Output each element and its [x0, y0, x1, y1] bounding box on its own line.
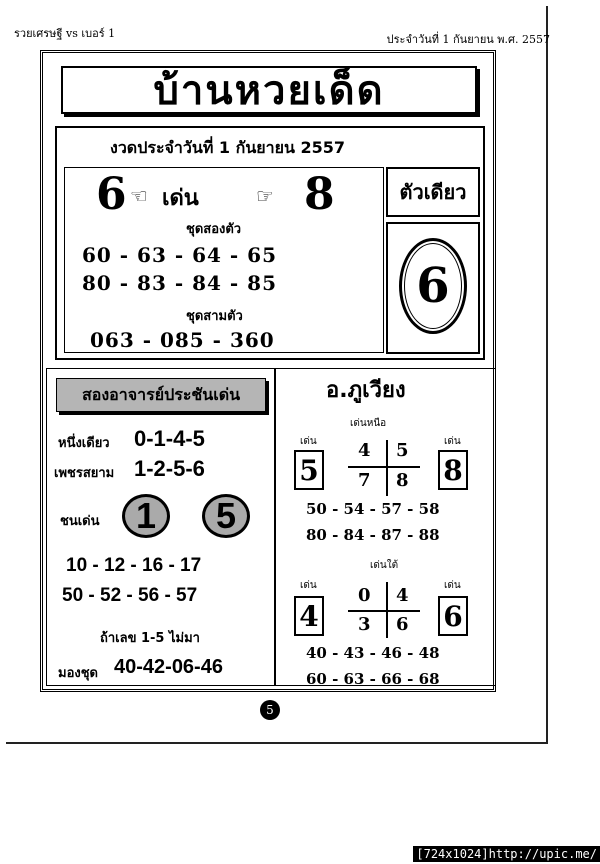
header-left: รวยเศรษฐี vs เบอร์ 1 [14, 27, 116, 40]
lead-word: เด่น [162, 186, 199, 211]
bottom-nums-row-1: 40 - 43 - 46 - 48 [306, 644, 440, 662]
three-digit-row: 063 - 085 - 360 [90, 328, 275, 352]
left-nums-row-1: 10 - 12 - 16 - 17 [66, 555, 202, 576]
bottom-right-square: 6 [438, 596, 468, 636]
set-value: 40-42-06-46 [114, 656, 223, 678]
row1-value: 0-1-4-5 [134, 426, 205, 451]
lead-number-right: 8 [304, 169, 335, 220]
two-digit-row-2: 80 - 83 - 84 - 85 [82, 271, 278, 295]
bottom-grid-cell-1: 0 [358, 585, 371, 606]
top-section-label: เด่นหนือ [350, 418, 387, 429]
top-grid-cell-1: 4 [358, 440, 371, 461]
bottom-right-den: เด่น [444, 580, 461, 591]
top-nums-row-1: 50 - 54 - 57 - 58 [306, 500, 440, 518]
top-right-square: 8 [438, 450, 468, 490]
hand-left-icon: ☜ [130, 184, 148, 208]
single-digit-label: ตัวเดียว [386, 167, 480, 217]
top-left-square: 5 [294, 450, 324, 490]
row1-label: หนึ่งเดียว [58, 436, 110, 451]
row3-label: ชนเด่น [60, 514, 100, 529]
footer-watermark: [724x1024]http://upic.me/ [413, 846, 600, 862]
top-grid-cell-2: 5 [396, 440, 409, 461]
top-grid-hline [348, 466, 420, 468]
bottom-grid-hline [348, 610, 420, 612]
lead-number-left: 6 [96, 169, 127, 220]
top-right-den: เด่น [444, 436, 461, 447]
two-digit-row-1: 60 - 63 - 64 - 65 [82, 243, 278, 267]
bottom-grid-cell-2: 4 [396, 585, 409, 606]
three-digit-label: ชุดสามตัว [186, 309, 243, 324]
two-digit-label: ชุดสองตัว [186, 222, 242, 237]
bottom-section-label: เด่นใต้ [370, 560, 399, 571]
bottom-left-den: เด่น [300, 580, 317, 591]
row2-label: เพชรสยาม [54, 466, 115, 481]
bottom-grid-cell-4: 6 [396, 614, 409, 635]
bottom-grid-cell-3: 3 [358, 614, 371, 635]
bottom-left-square: 4 [294, 596, 324, 636]
hand-right-icon: ☞ [256, 184, 274, 208]
header-right: ประจำวันที่ 1 กันยายน พ.ศ. 2557 [386, 33, 550, 46]
highlight-circle-1: 1 [122, 494, 170, 538]
two-masters-title: สองอาจารย์ประชันเด่น [56, 378, 266, 412]
top-grid-vline [386, 440, 388, 496]
page-title: บ้านหวยเด็ด [61, 66, 477, 114]
single-digit-value: 6 [404, 243, 462, 329]
top-grid-cell-3: 7 [358, 470, 371, 491]
set-label: มองชุด [58, 666, 98, 681]
highlight-circle-2: 5 [202, 494, 250, 538]
top-nums-row-2: 80 - 84 - 87 - 88 [306, 526, 440, 544]
draw-date: งวดประจำวันที่ 1 กันยายน 2557 [110, 138, 346, 157]
left-nums-row-2: 50 - 52 - 56 - 57 [62, 585, 198, 606]
top-grid-cell-4: 8 [396, 470, 409, 491]
ajarn-title: อ.ภูเวียง [326, 378, 406, 403]
top-left-den: เด่น [300, 436, 317, 447]
condition-note: ถ้าเลข 1-5 ไม่มา [100, 631, 200, 646]
row2-value: 1-2-5-6 [134, 456, 205, 481]
single-digit-oval [399, 238, 467, 334]
page-number: 5 [260, 700, 280, 720]
bottom-nums-row-2: 60 - 63 - 66 - 68 [306, 670, 440, 688]
